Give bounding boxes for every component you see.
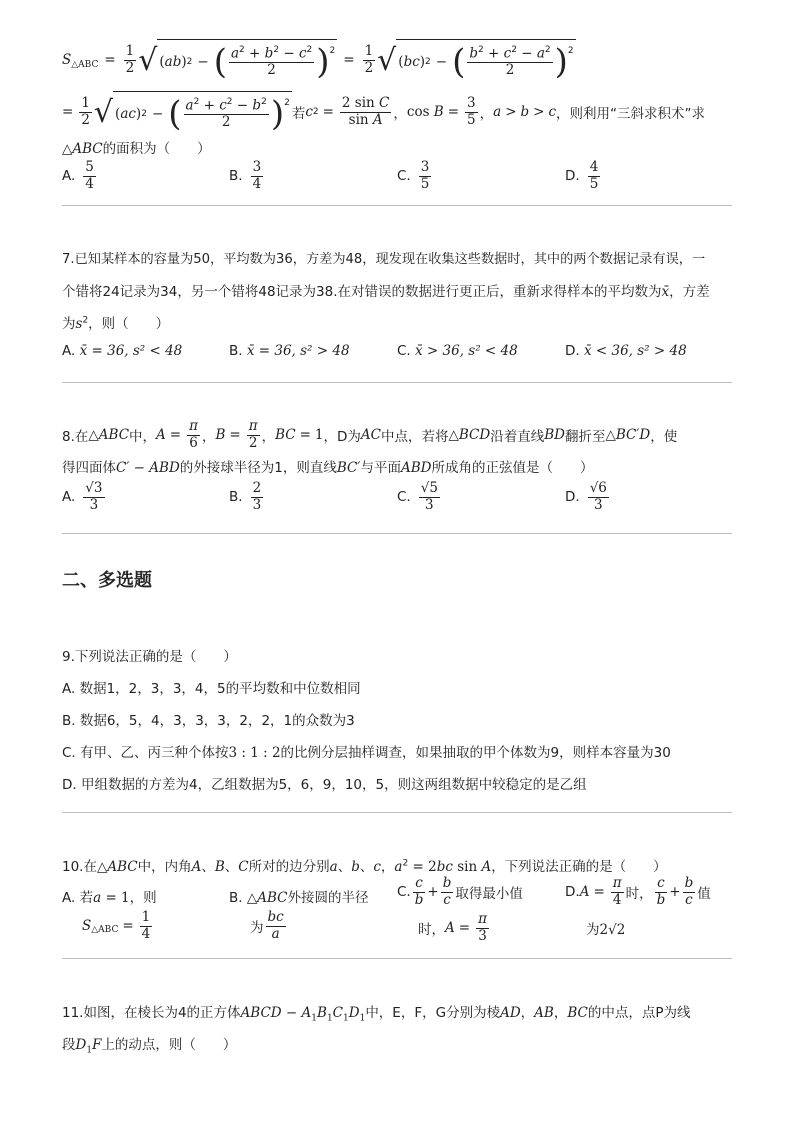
q6-option-a[interactable]: A. $\frac{5}{4}$ bbox=[62, 159, 94, 192]
q10-option-d[interactable]: D. A = $\frac{\pi}{4}$ 时， $\frac{c}{b}$ + $\frac{b}{c}$ 值 bbox=[565, 875, 711, 908]
q6-option-b[interactable]: B. $\frac{3}{4}$ bbox=[229, 159, 262, 192]
q8-option-c[interactable]: C. $\frac{√5}{3}$ bbox=[397, 480, 438, 513]
q10-option-b-cont: 为 $\frac{bc}{a}$ bbox=[250, 909, 284, 942]
q11-line2: 段$D_1F$上的动点，则（ ） bbox=[62, 1037, 237, 1056]
q6-option-d[interactable]: D. $\frac{4}{5}$ bbox=[565, 159, 599, 192]
q9-option-c[interactable]: C. 有甲、乙、丙三种个体按3 : 1 : 2的比例分层抽样调查，如果抽取的甲个体数为9，则样本容量为30 bbox=[62, 745, 671, 761]
q6-line3: △ABC的面积为（ ） bbox=[62, 141, 211, 157]
q8-option-a[interactable]: A. $\frac{√3}{3}$ bbox=[62, 480, 103, 513]
q7-option-c[interactable]: C. x̄ > 36, s² < 48 bbox=[397, 343, 518, 359]
q11-line1: 11.如图，在棱长为4的正方体ABCD − $A_1B_1C_1D_1$中，E，F，G分别为棱AD，AB，BC的中点，点P为线 bbox=[62, 1005, 691, 1024]
q6-formula-line1: S $_{\triangle ABC}$ = $\frac{1}{2}$ √ ( ab ) 2 − ( $\frac{a^2 + b^2 - c^2}{2}$ ) $^2$ = $\frac{1}{2}$ √ ( bc ) 2 − ( $\frac{b^2 + c^2 - a^2}{2}$ ) $^2$ bbox=[62, 32, 576, 88]
q10-option-a[interactable]: A. 若a = 1，则 bbox=[62, 890, 157, 906]
q7-option-a[interactable]: A. x̄ = 36, s² < 48 bbox=[62, 343, 183, 359]
q8-option-b[interactable]: B. $\frac{2}{3}$ bbox=[229, 480, 262, 513]
divider bbox=[62, 205, 732, 206]
q9-option-d[interactable]: D. 甲组数据的方差为4，乙组数据为5，6，9，10，5，则这两组数据中较稳定的是乙组 bbox=[62, 777, 587, 793]
q7-option-b[interactable]: B. x̄ = 36, s² > 48 bbox=[229, 343, 350, 359]
q10-option-b[interactable]: B. △ABC外接圆的半径 bbox=[229, 890, 369, 906]
section-title: 二、多选题 bbox=[62, 570, 152, 591]
q8-option-d[interactable]: D. $\frac{√6}{3}$ bbox=[565, 480, 607, 513]
q10-option-a-cont: S $_{\triangle ABC}$ = $\frac{1}{4}$ bbox=[82, 909, 151, 942]
q7-line1: 7.已知某样本的容量为50，平均数为36，方差为48，现发现在收集这些数据时，其中的两个数据记录有误，一 bbox=[62, 252, 706, 267]
q10-stem: 10.在△ABC中，内角A、B、C所对的边分别a、b、c，$a^2 = 2bc$ sin A，下列说法正确的是（ ） bbox=[62, 858, 667, 875]
q9-stem: 9.下列说法正确的是（ ） bbox=[62, 649, 237, 665]
divider bbox=[62, 812, 732, 813]
q10-option-c-cont: 时， A = $\frac{\pi}{3}$ bbox=[418, 911, 487, 944]
q7-option-d[interactable]: D. x̄ < 36, s² > 48 bbox=[565, 343, 687, 359]
q7-line2: 个错将24记录为34，另一个错将48记录为38.在对错误的数据进行更正后，重新求得样本的平均数为x̄，方差 bbox=[62, 284, 710, 300]
divider bbox=[62, 958, 732, 959]
q9-option-a[interactable]: A. 数据1，2，3，3，4，5的平均数和中位数相同 bbox=[62, 681, 361, 697]
q10-option-d-cont: 为2√2 bbox=[586, 922, 626, 938]
divider bbox=[62, 382, 732, 383]
q6-cond-text: 若 bbox=[291, 106, 306, 122]
q7-line3: 为$s^2$，则（ ） bbox=[62, 315, 170, 332]
q8-line2: 得四面体C′ − ABD的外接球半径为1，则直线BC′与平面ABD所成角的正弦值是（ ） bbox=[62, 460, 594, 476]
divider bbox=[62, 533, 732, 534]
q10-option-c[interactable]: C. $\frac{c}{b}$ + $\frac{b}{c}$ 取得最小值 bbox=[397, 875, 523, 908]
q8-line1: 8.在 △ ABC 中， A = $\frac{\pi}{6}$ ， B = $\frac{\pi}{2}$ ， BC = 1 ，D为 AC 中点，若将 △ BCD 沿着直线 BD 翻折至 △ BC′D ，使 bbox=[62, 417, 678, 451]
q6-option-c[interactable]: C. $\frac{3}{5}$ bbox=[397, 159, 430, 192]
q9-option-b[interactable]: B. 数据6，5，4，3，3，3，2，2，1的众数为3 bbox=[62, 713, 355, 729]
q6-formula-line2: = $\frac{1}{2}$ √ ( ac ) 2 − ( $\frac{a^2 + c^2 - b^2}{2}$ ) $^2$ 若 c 2 = $\frac{\text{2 sin C}}{\text{sin A}}$ ， cos B = $\frac{3}{5}$ ， a > b > c ，则利用“三斜求积术”求 bbox=[62, 86, 705, 138]
